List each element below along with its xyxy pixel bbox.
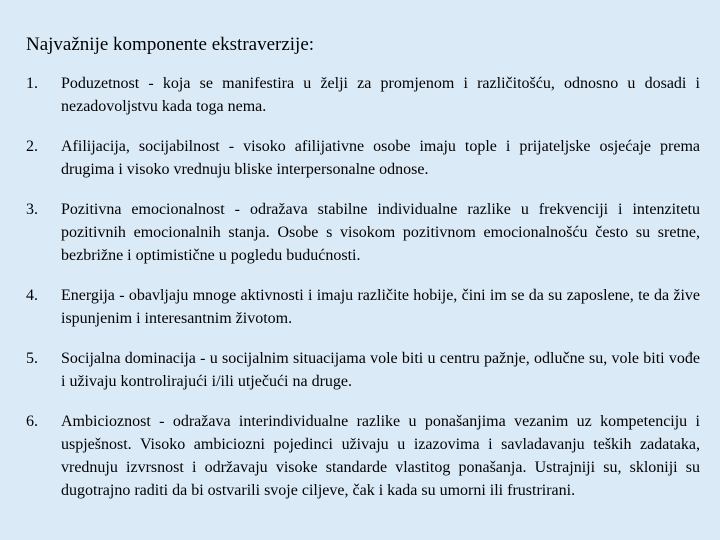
list-item-number: 4. [26,287,38,304]
list-item [26,135,700,181]
list-item-number: 2. [26,138,38,155]
list-item-text: Energija - obavljaju mnoge aktivnosti i imaju različite hobije, čini im se da su zaposlene, te da žive ispunjenim i interesantnim životom. [61,287,700,327]
list-item-number: 6. [26,413,38,430]
list-item [26,284,700,330]
slide-title: Najvažnije komponente ekstraverzije: [26,34,315,55]
list-item-text: Socijalna dominacija - u socijalnim situacijama vole biti u centru pažnje, odlučne su, vole biti vođe i uživaju kontrolirajući i/ili utječući na druge. [61,350,700,390]
list-item-number: 3. [26,201,38,218]
list-item [26,347,700,393]
list-item-text: Afilijacija, socijabilnost - visoko afilijativne osobe imaju tople i prijateljske osjećaje prema drugima i visoko vrednuju bliske interpersonalne odnose. [61,138,700,178]
list-item-text: Poduzetnost - koja se manifestira u želji za promjenom i različitošću, odnosno u dosadi i nezadovoljstvu kada toga nema. [61,75,700,115]
list-item [26,410,700,502]
list-item [26,72,700,118]
list-item-text: Ambicioznost - odražava interindividualne razlike u ponašanjima vezanim uz kompetenciju i uspješnost. Visoko ambiciozni pojedinci uživaju u izazovima i savladavanju teških zadataka, vrednuju izvrsnost i održavaju visoke standarde vlastitog ponašanja. Ustrajniji su, skloniji su dugotrajno raditi da bi ostvarili svoje ciljeve, čak i kada su umorni ili frustrirani. [61,413,700,499]
list-item-number: 5. [26,350,38,367]
component-list [26,72,700,502]
list-item-text: Pozitivna emocionalnost - odražava stabilne individualne razlike u frekvenciji i intenzitetu pozitivnih emocionalnih stanja. Osobe s visokom pozitivnom emocionalnošću često su sretne, bezbrižne i optimistične u pogledu budućnosti. [61,201,700,264]
list-item-number: 1. [26,75,38,92]
list-item [26,198,700,267]
